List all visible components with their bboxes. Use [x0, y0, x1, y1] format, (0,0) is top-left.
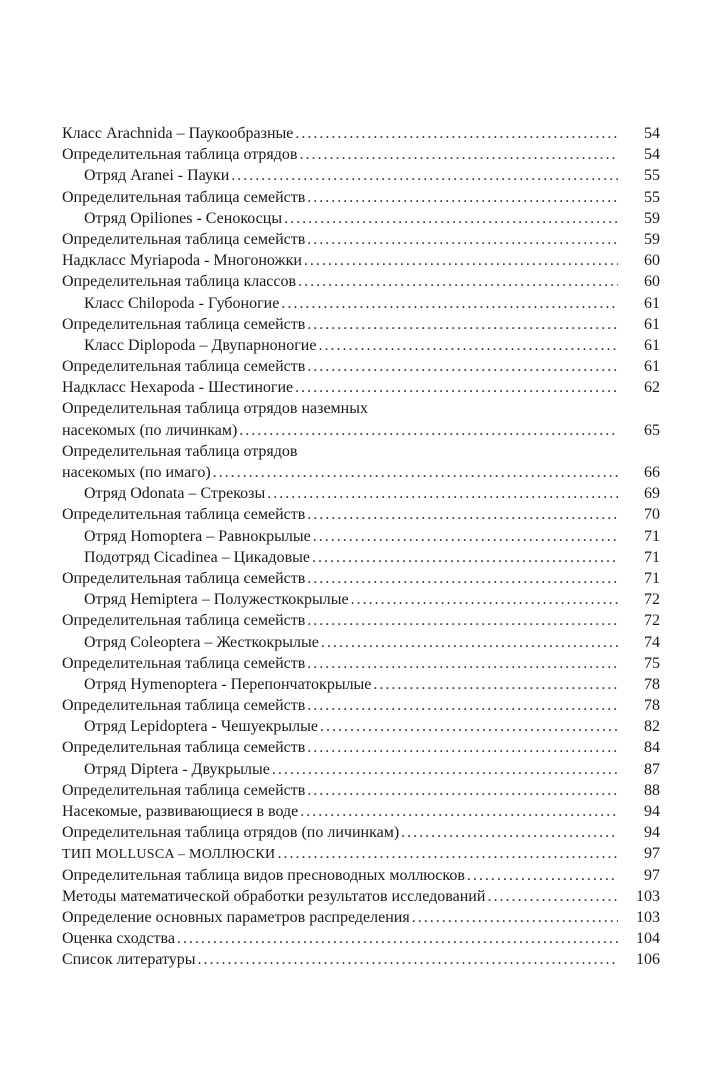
toc-entry [62, 547, 660, 568]
dot-leader [307, 356, 618, 377]
toc-entry [62, 674, 660, 695]
toc-entry-page-number: 61 [644, 294, 660, 312]
dot-leader [304, 250, 618, 271]
toc-entry-page-number: 71 [644, 569, 660, 587]
dot-leader [487, 886, 618, 907]
toc-entry-title: Отряд Coleoptera – Жесткокрылые [84, 633, 319, 651]
dot-leader [213, 462, 618, 483]
toc-entry-page-number: 104 [636, 930, 660, 948]
dot-leader [267, 483, 618, 504]
toc-entry [62, 801, 660, 822]
toc-entry-line [62, 271, 660, 292]
toc-entry [62, 759, 660, 780]
toc-entry [62, 928, 660, 949]
toc-entry-page-number: 60 [644, 273, 660, 291]
dot-leader [412, 907, 618, 928]
toc-entry-title: Класс Chilopoda - Губоногие [84, 294, 280, 312]
dot-leader [307, 780, 618, 801]
toc-entry [62, 250, 660, 271]
toc-entry [62, 144, 660, 165]
toc-entry-line [62, 759, 660, 780]
toc-entry-page-number: 66 [644, 464, 660, 482]
toc-entry-line [62, 801, 660, 822]
toc-entry [62, 886, 660, 907]
toc-entry-page-number: 94 [644, 824, 660, 842]
dot-leader [307, 695, 618, 716]
toc-entry [62, 271, 660, 292]
dot-leader [300, 801, 618, 822]
dot-leader [313, 526, 618, 547]
dot-leader [373, 674, 618, 695]
toc-entry-title: Определительная таблица семейств [62, 781, 306, 799]
dot-leader [307, 737, 618, 758]
toc-entry-page-number: 97 [644, 845, 660, 863]
toc-entry-page-number: 61 [644, 358, 660, 376]
toc-entry-title: Определение основных параметров распределения [62, 908, 410, 926]
toc-entry-line [62, 314, 660, 335]
dot-leader [318, 335, 618, 356]
toc-entry-line [62, 780, 660, 801]
toc-entry-page-number: 103 [636, 887, 660, 905]
toc-entry [62, 441, 660, 483]
toc-entry-title: Методы математической обработки результатов исследований [62, 887, 486, 905]
toc-entry-title: Класс Diplopoda – Двупарноногие [84, 336, 317, 354]
dot-leader [307, 653, 618, 674]
toc-entry-title: Определительная таблица семейств [62, 188, 306, 206]
toc-entry-line [62, 674, 660, 695]
toc-entry-title: Список литературы [62, 951, 196, 969]
toc-entry-title: Определительная таблица семейств [62, 654, 306, 672]
toc-entry-page-number: 62 [644, 379, 660, 397]
toc-entry [62, 568, 660, 589]
toc-entry-title: Определительная таблица семейств [62, 230, 306, 248]
dot-leader [307, 610, 618, 631]
toc-entry-title: Определительная таблица классов [62, 273, 297, 291]
toc-entry-line [62, 250, 660, 271]
toc-entry-title-line1: Определительная таблица отрядов наземных [62, 400, 368, 418]
toc-entry-line [62, 526, 660, 547]
toc-entry-page-number: 94 [644, 803, 660, 821]
toc-entry [62, 398, 660, 440]
toc-entry-line [62, 293, 660, 314]
toc-entry-title: Оценка сходства [62, 930, 175, 948]
toc-entry-line [62, 144, 660, 165]
toc-entry [62, 589, 660, 610]
dot-leader [307, 504, 618, 525]
dot-leader [281, 293, 618, 314]
toc-entry-title: Насекомые, развивающиеся в воде [62, 803, 299, 821]
toc-entry [62, 377, 660, 398]
toc-entry-line [62, 187, 660, 208]
dot-leader [321, 632, 618, 653]
toc-entry-title: Определительная таблица семейств [62, 358, 306, 376]
toc-entry [62, 504, 660, 525]
toc-entry-line [62, 547, 660, 568]
toc-entry-title: Определительная таблица семейств [62, 569, 306, 587]
toc-entry-line [62, 886, 660, 907]
toc-entry-title: Надкласс Myriapoda - Многоножки [62, 252, 302, 270]
toc-entry-page-number: 71 [644, 527, 660, 545]
toc-entry-title: Определительная таблица семейств [62, 697, 306, 715]
toc-entry-line [62, 737, 660, 758]
dot-leader [307, 187, 618, 208]
toc-entry-page-number: 106 [636, 951, 660, 969]
toc-entry [62, 208, 660, 229]
dot-leader [295, 123, 618, 144]
toc-entry-title: Отряд Hemiptera – Полужесткокрылые [84, 591, 349, 609]
toc-entry-page-number: 72 [644, 612, 660, 630]
toc-entry-line [62, 695, 660, 716]
dot-leader [320, 716, 618, 737]
toc-entry-page-number: 59 [644, 209, 660, 227]
toc-entry-line [62, 335, 660, 356]
toc-entry-title: Отряд Diptera - Двукрылые [84, 760, 270, 778]
toc-entry-line [62, 716, 660, 737]
toc-entry-page-number: 60 [644, 252, 660, 270]
toc-entry [62, 526, 660, 547]
dot-leader [307, 314, 618, 335]
toc-entry-page-number: 74 [644, 633, 660, 651]
toc-entry-title: Отряд Lepidoptera - Чешуекрылые [84, 718, 318, 736]
dot-leader [299, 144, 618, 165]
toc-entry [62, 483, 660, 504]
toc-entry-title: Подотряд Cicadinea – Цикадовые [84, 548, 310, 566]
toc-entry [62, 632, 660, 653]
toc-entry-page-number: 59 [644, 230, 660, 248]
dot-leader [307, 229, 618, 250]
dot-leader [312, 547, 618, 568]
toc-entry-page-number: 71 [644, 548, 660, 566]
toc-entry-page-number: 82 [644, 718, 660, 736]
toc-entry-page-number: 84 [644, 739, 660, 757]
toc-entry-line [62, 928, 660, 949]
toc-entry-title: Класс Arachnida – Паукообразные [62, 125, 294, 142]
toc-entry [62, 356, 660, 377]
toc-entry-line [62, 420, 660, 441]
toc-entry-page-number: 54 [644, 125, 660, 142]
toc-entry-line [62, 568, 660, 589]
dot-leader [467, 865, 618, 886]
toc-entry-line [62, 229, 660, 250]
toc-entry-line [62, 462, 660, 483]
table-of-contents [62, 123, 660, 971]
toc-entry [62, 949, 660, 970]
dot-leader [239, 420, 618, 441]
toc-entry-page-number: 75 [644, 654, 660, 672]
toc-entry-title: Отряд Opiliones - Сенокосцы [84, 209, 283, 227]
toc-entry-page-number: 55 [644, 167, 660, 185]
toc-entry-title: насекомых (по имаго) [62, 464, 211, 482]
toc-entry [62, 229, 660, 250]
dot-leader [295, 377, 618, 398]
toc-entry-title: ТИП MOLLUSCA – МОЛЛЮСКИ [62, 847, 276, 863]
toc-entry [62, 695, 660, 716]
toc-entry [62, 653, 660, 674]
toc-entry-title: Определительная таблица семейств [62, 315, 306, 333]
toc-entry-line [62, 822, 660, 843]
toc-entry-title: Определительная таблица отрядов (по личинкам) [62, 824, 400, 842]
toc-entry-line [62, 589, 660, 610]
toc-entry-page-number: 87 [644, 760, 660, 778]
toc-entry-line [62, 123, 660, 144]
toc-entry-page-number: 61 [644, 315, 660, 333]
toc-entry-line [62, 208, 660, 229]
toc-entry-page-number: 88 [644, 781, 660, 799]
toc-entry [62, 843, 660, 864]
dot-leader [277, 843, 618, 864]
toc-entry-line [62, 483, 660, 504]
toc-entry [62, 716, 660, 737]
toc-entry [62, 737, 660, 758]
toc-entry-title: Отряд Aranei - Пауки [84, 167, 230, 185]
toc-entry-line [62, 653, 660, 674]
dot-leader [272, 759, 618, 780]
toc-entry-title: Определительная таблица семейств [62, 612, 306, 630]
toc-entry [62, 865, 660, 886]
toc-entry-line [62, 610, 660, 631]
dot-leader [231, 165, 618, 186]
toc-entry-page-number: 78 [644, 675, 660, 693]
toc-entry-page-number: 103 [636, 908, 660, 926]
dot-leader [351, 589, 618, 610]
toc-entry-title-line1: Определительная таблица отрядов [62, 442, 298, 460]
toc-entry-page-number: 69 [644, 485, 660, 503]
toc-entry [62, 165, 660, 186]
toc-entry [62, 610, 660, 631]
toc-entry-page-number: 65 [644, 421, 660, 439]
toc-entry [62, 187, 660, 208]
toc-entry-title: Отряд Hymenoptera - Перепончатокрылые [84, 675, 372, 693]
toc-entry-title: Определительная таблица семейств [62, 739, 306, 757]
toc-entry-title: Отряд Odonata – Стрекозы [84, 485, 266, 503]
toc-entry-line [62, 632, 660, 653]
toc-entry [62, 314, 660, 335]
dot-leader [177, 928, 618, 949]
toc-entry-page-number: 54 [644, 146, 660, 164]
dot-leader [198, 949, 618, 970]
toc-entry [62, 907, 660, 928]
toc-entry-title: Определительная таблица семейств [62, 506, 306, 524]
toc-entry-title: насекомых (по личинкам) [62, 421, 238, 439]
toc-entry-line [62, 377, 660, 398]
toc-entry-title: Надкласс Hexapoda - Шестиногие [62, 379, 294, 397]
toc-entry [62, 335, 660, 356]
toc-entry [62, 822, 660, 843]
toc-entry [62, 293, 660, 314]
dot-leader [298, 271, 618, 292]
toc-entry-page-number: 61 [644, 336, 660, 354]
toc-entry [62, 780, 660, 801]
toc-entry-page-number: 70 [644, 506, 660, 524]
toc-entry-page-number: 97 [644, 866, 660, 884]
toc-entry-line [62, 356, 660, 377]
dot-leader [284, 208, 618, 229]
dot-leader [401, 822, 618, 843]
toc-entry-title: Определительная таблица отрядов [62, 146, 298, 164]
toc-entry-line [62, 865, 660, 886]
toc-entry-line [62, 949, 660, 970]
toc-entry-line [62, 843, 660, 865]
toc-entry-page-number: 78 [644, 697, 660, 715]
toc-entry-title: Определительная таблица видов пресноводных моллюсков [62, 866, 465, 884]
toc-entry-line [62, 165, 660, 186]
toc-entry-page-number: 55 [644, 188, 660, 206]
dot-leader [307, 568, 618, 589]
toc-entry-line [62, 907, 660, 928]
toc-entry-title: Отряд Homoptera – Равнокрылые [84, 527, 311, 545]
toc-entry-page-number: 72 [644, 591, 660, 609]
toc-entry-line [62, 504, 660, 525]
toc-entry [62, 123, 660, 144]
